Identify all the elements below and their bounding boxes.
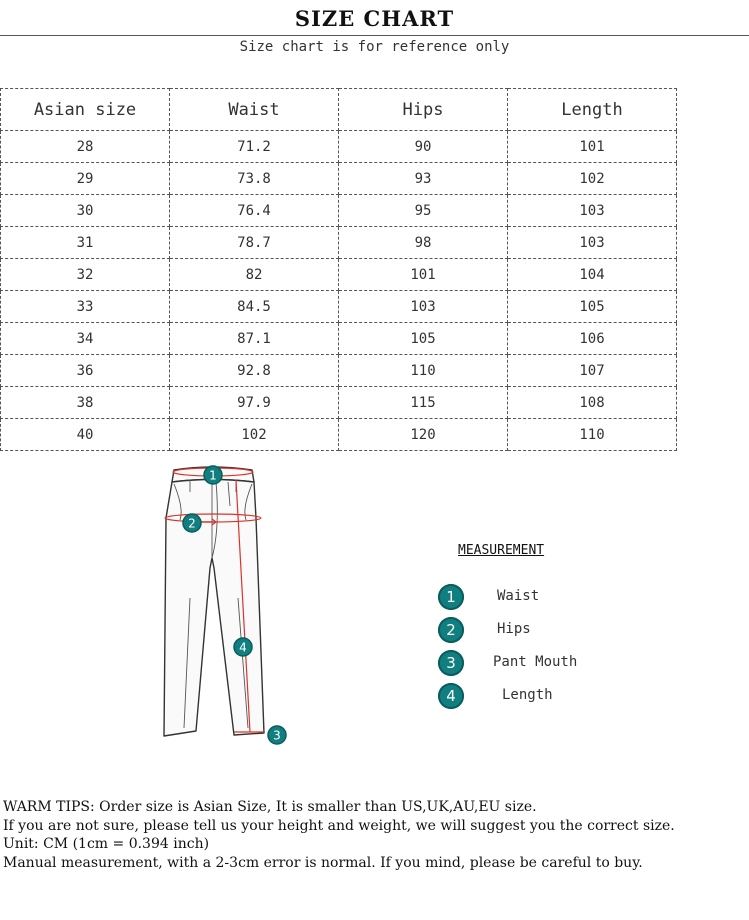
table-row [1, 131, 677, 163]
header-asian-size: Asian size [1, 89, 170, 131]
cell-hips: 120 [339, 419, 508, 451]
tips-line: Manual measurement, with a 2-3cm error is normal. If you mind, please be careful to buy. [3, 854, 643, 871]
cell-size: 31 [1, 227, 170, 259]
marker-hips [183, 514, 201, 532]
table-row [1, 291, 677, 323]
marker-length [234, 638, 252, 656]
cell-length: 101 [508, 131, 677, 163]
header-length: Length [508, 89, 677, 131]
cell-size: 36 [1, 355, 170, 387]
cell-waist: 73.8 [170, 163, 339, 195]
table-row [1, 419, 677, 451]
page-title: SIZE CHART [294, 6, 455, 31]
cell-length: 110 [508, 419, 677, 451]
header-waist: Waist [170, 89, 339, 131]
cell-length: 105 [508, 291, 677, 323]
table-row [1, 387, 677, 419]
header-hips: Hips [339, 89, 508, 131]
marker-pant-mouth-label: 3 [273, 728, 281, 743]
tips-line: WARM TIPS: Order size is Asian Size, It is smaller than US,UK,AU,EU size. [3, 799, 537, 815]
cell-hips: 93 [339, 163, 508, 195]
table-header-row [1, 89, 677, 131]
cell-waist: 84.5 [170, 291, 339, 323]
cell-size: 28 [1, 131, 170, 163]
cell-size: 34 [1, 323, 170, 355]
legend-label: Hips [497, 621, 531, 637]
marker-hips-label: 2 [188, 516, 196, 531]
legend-label: Length [502, 687, 553, 703]
cell-size: 33 [1, 291, 170, 323]
cell-hips: 105 [339, 323, 508, 355]
cell-waist: 71.2 [170, 131, 339, 163]
cell-size: 30 [1, 195, 170, 227]
cell-length: 102 [508, 163, 677, 195]
legend-label: Pant Mouth [493, 654, 578, 670]
cell-waist: 102 [170, 419, 339, 451]
pants-diagram [150, 458, 300, 748]
cell-length: 103 [508, 195, 677, 227]
pants-body [164, 480, 264, 737]
legend-badge: 4 [438, 683, 464, 709]
measurement-title: MEASUREMENT [458, 543, 545, 558]
cell-waist: 92.8 [170, 355, 339, 387]
cell-length: 108 [508, 387, 677, 419]
cell-hips: 103 [339, 291, 508, 323]
warm-tips [3, 798, 743, 872]
cell-waist: 82 [170, 259, 339, 291]
cell-hips: 115 [339, 387, 508, 419]
cell-waist: 97.9 [170, 387, 339, 419]
cell-waist: 76.4 [170, 195, 339, 227]
table-row [1, 259, 677, 291]
table-row [1, 355, 677, 387]
page-subtitle: Size chart is for reference only [239, 39, 510, 55]
cell-size: 40 [1, 419, 170, 451]
marker-pant-mouth [268, 726, 286, 744]
cell-hips: 101 [339, 259, 508, 291]
legend-badge: 3 [438, 650, 464, 676]
marker-waist-label: 1 [209, 468, 217, 483]
table-row [1, 227, 677, 259]
cell-size: 38 [1, 387, 170, 419]
marker-waist [204, 466, 222, 484]
cell-length: 103 [508, 227, 677, 259]
size-table [0, 88, 677, 451]
tips-line: If you are not sure, please tell us your height and weight, we will suggest you the correct size. [3, 817, 675, 834]
table-row [1, 195, 677, 227]
cell-size: 29 [1, 163, 170, 195]
cell-waist: 87.1 [170, 323, 339, 355]
table-row [1, 323, 677, 355]
legend-badge: 2 [438, 617, 464, 643]
cell-length: 104 [508, 259, 677, 291]
table-row [1, 163, 677, 195]
cell-hips: 98 [339, 227, 508, 259]
tips-line: Unit: CM (1cm = 0.394 inch) [3, 836, 210, 852]
cell-hips: 90 [339, 131, 508, 163]
marker-length-label: 4 [239, 640, 247, 655]
cell-length: 106 [508, 323, 677, 355]
title-divider [0, 35, 749, 36]
cell-waist: 78.7 [170, 227, 339, 259]
cell-size: 32 [1, 259, 170, 291]
cell-hips: 95 [339, 195, 508, 227]
legend-label: Waist [497, 588, 540, 604]
cell-length: 107 [508, 355, 677, 387]
legend-badge: 1 [438, 584, 464, 610]
cell-hips: 110 [339, 355, 508, 387]
